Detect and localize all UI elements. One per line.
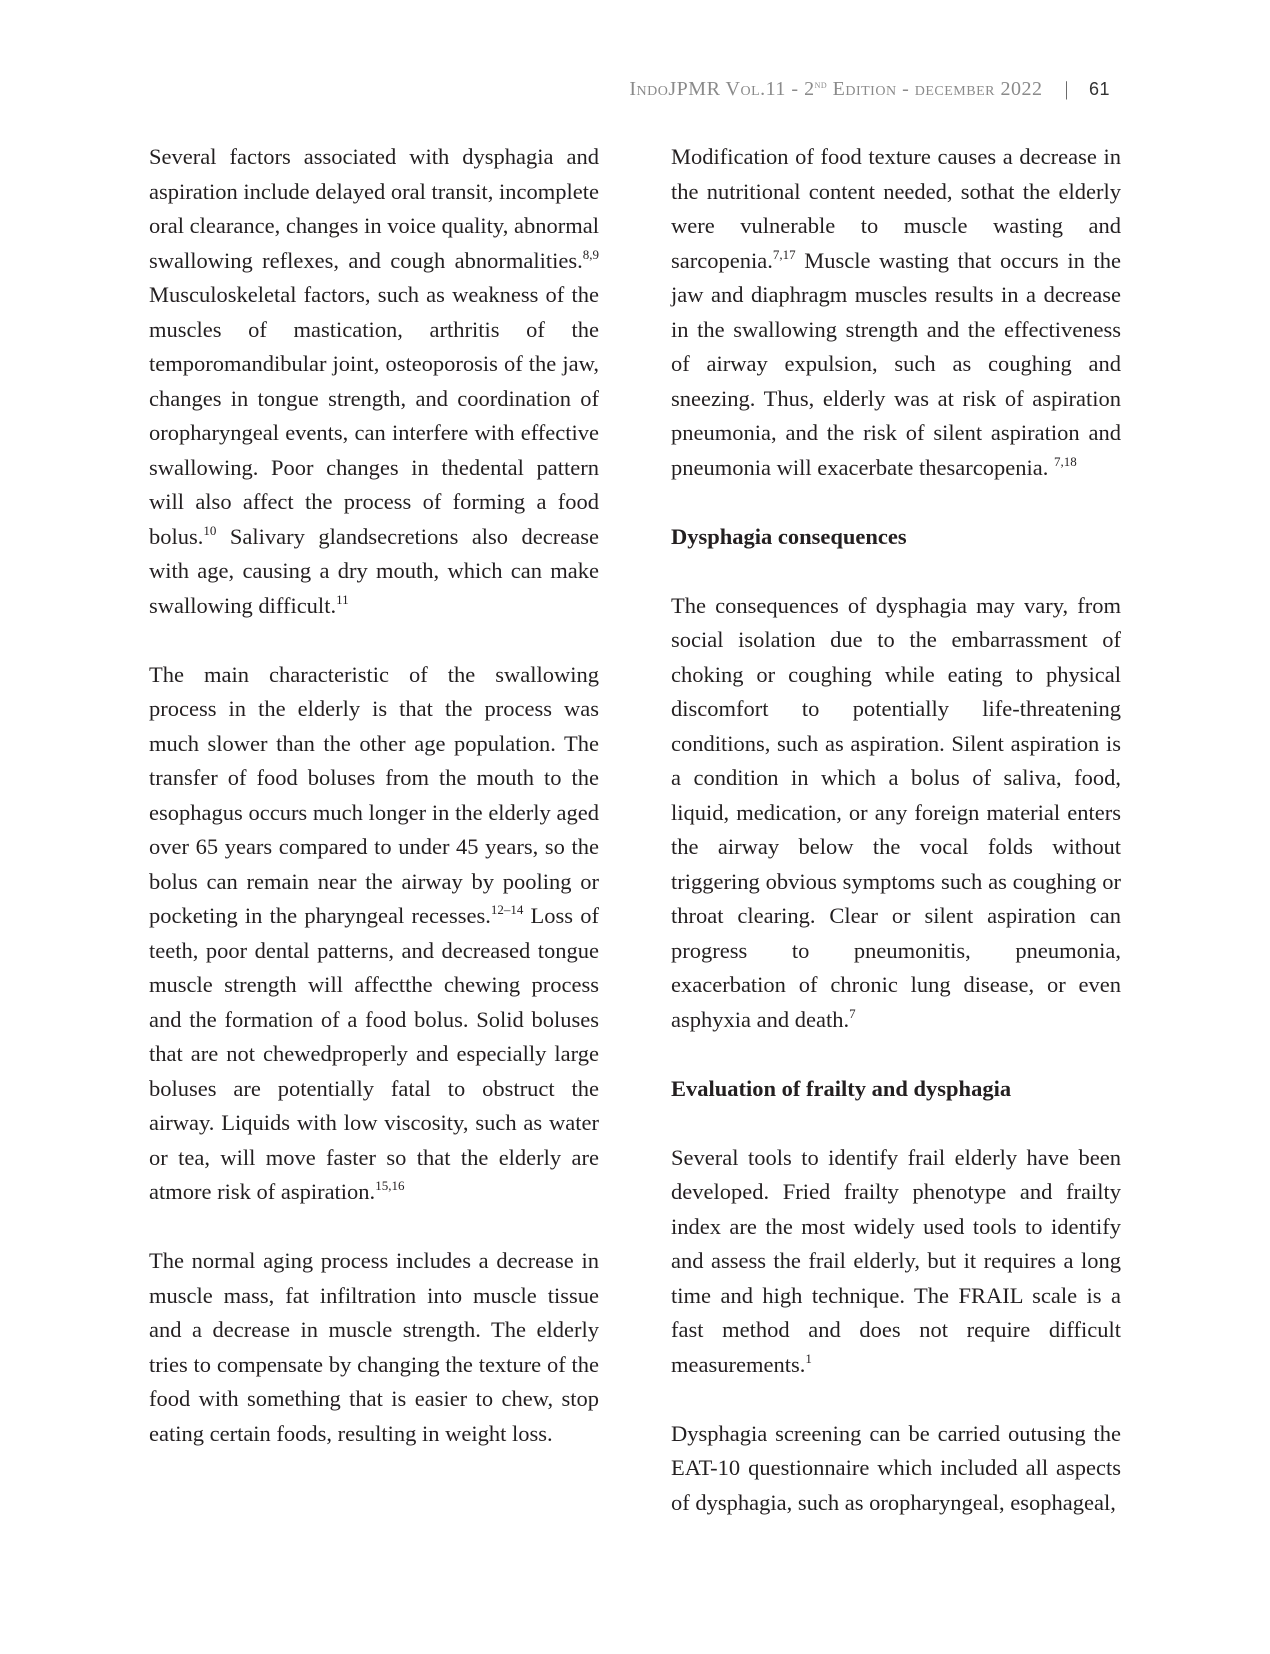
- citation: 8,9: [582, 246, 599, 262]
- header-separator: |: [1064, 77, 1069, 100]
- page-number: 61: [1088, 78, 1110, 99]
- citation: 7,18: [1053, 453, 1077, 469]
- section-heading-dysphagia-consequences: Dysphagia consequences: [671, 523, 907, 549]
- running-header: [629, 76, 1110, 102]
- citation: 1: [805, 1350, 812, 1366]
- citation: 10: [203, 522, 217, 538]
- citation: 7,17: [772, 246, 796, 262]
- section-heading-evaluation: Evaluation of frailty and dysphagia: [671, 1075, 1012, 1101]
- paragraph-swallowing-characteristics: The main characteristic of the swallowing process in the elderly is that the process was much slower than the other age population. The transfer of food boluses from the mouth to the esophagus occurs much longer in the elderly aged over 65 years compared to under 45 years, so the bolus can remain near the airway by pooling or pocketing in the pharyngeal recesses.$^{12-14}$ Loss of teeth, poor dental patterns, and decreased tongue muscle strength will affectthe chewing process and the formation of a food bolus. Solid boluses that are not chewedproperly and especially large boluses are potentially fatal to obstruct the airway. Liquids with low viscosity, such as water or tea, will move faster so that the elderly are atmore risk of aspiration.$^{15,16}$: [149, 661, 599, 1204]
- paragraph-frailty-tools: Several tools to identify frail elderly have been developed. Fried frailty phenotype and frailty index are the most widely used tools to identify and assess the frail elderly, but it requires a long time and high technique. The FRAIL scale is a fast method and does not require difficult measurements.$^1$: [671, 1144, 1121, 1377]
- left-column: [149, 140, 599, 1451]
- citation: 15,16: [375, 1178, 405, 1193]
- paragraph-dysphagia-factors: Several factors associated with dysphagia and aspiration include delayed oral transit, incomplete oral clearance, changes in voice quality, abnormal swallowing reflexes, and cough abnormalities.$^{8,9}$ Musculoskeletal factors, such as weakness of the muscles of mastication, arthritis of the temporomandibular joint, osteoporosis of the jaw, changes in tongue strength, and coordination of oropharyngeal events, can interfere with effective swallowing. Poor changes in thedental pattern will also affect the process of forming a food bolus.$^{10}$ Salivary glandsecretions also decrease with age, causing a dry mouth, which can make swallowing difficult.$^{11}$: [149, 144, 599, 618]
- citation: 12–14: [490, 902, 524, 917]
- right-column: [671, 140, 1121, 1520]
- journal-title: IndoJPMR Vol.11 - 2nd Edition - december 2022: [629, 77, 1043, 100]
- paragraph-dysphagia-screening: Dysphagia screening can be carried outusing the EAT-10 questionnaire which included all aspects of dysphagia, such as oropharyngeal, esophageal,: [671, 1420, 1121, 1515]
- edition-superscript: nd: [814, 78, 828, 91]
- paragraph-food-texture: Modification of food texture causes a decrease in the nutritional content needed, sothat the elderly were vulnerable to muscle wasting and sarcopenia.$^{7,17}$ Muscle wasting that occurs in the jaw and diaphragm muscles results in a decrease in the swallowing strength and the effectiveness of airway expulsion, such as coughing and sneezing. Thus, elderly was at risk of aspiration pneumonia, and the risk of silent aspiration and pneumonia will exacerbate thesarcopenia. $^{7,18}$: [671, 144, 1121, 480]
- paragraph-dysphagia-consequences: The consequences of dysphagia may vary, from social isolation due to the embarrassment of choking or coughing while eating to physical discomfort to potentially life-threatening conditions, such as aspiration. Silent aspiration is a condition in which a bolus of saliva, food, liquid, medication, or any foreign material enters the airway below the vocal folds without triggering obvious symptoms such as coughing or throat clearing. Clear or silent aspiration can progress to pneumonitis, pneumonia, exacerbation of chronic lung disease, or even asphyxia and death.$^7$: [671, 592, 1121, 1032]
- citation: 11: [336, 591, 349, 607]
- paragraph-normal-aging: The normal aging process includes a decrease in muscle mass, fat infiltration into muscle tissue and a decrease in muscle strength. The elderly tries to compensate by changing the texture of the food with something that is easier to chew, stop eating certain foods, resulting in weight loss.: [149, 1248, 599, 1446]
- citation: 7: [849, 1005, 856, 1021]
